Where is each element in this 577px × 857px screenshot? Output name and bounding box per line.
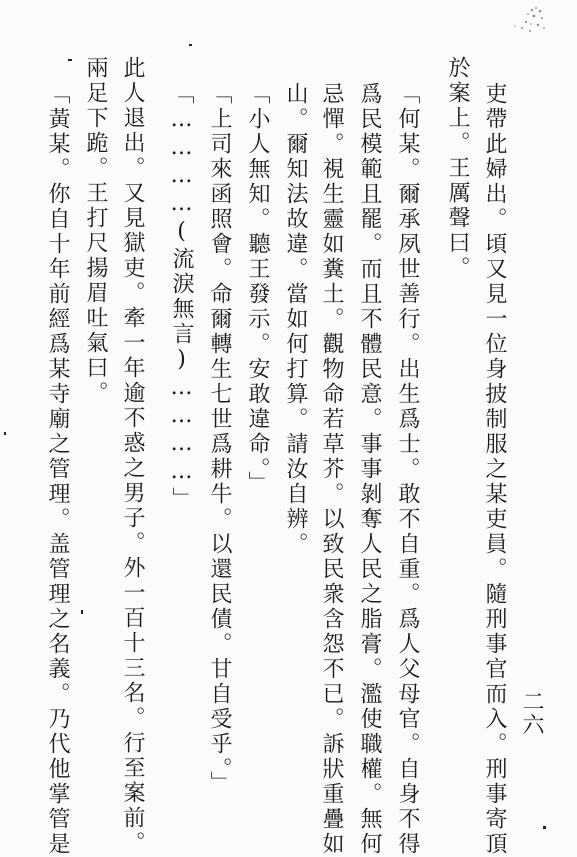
print-speck [189,44,192,46]
text-column-11: 兩足下跪。王打尺揚眉吐氣曰。 [83,56,108,406]
seal-stamp [470,4,550,38]
text-column-3: 「何某。爾承夙世善行。出生爲士。敢不自重。爲人父母官。自身不得 [395,82,420,857]
print-speck [68,59,72,61]
text-column-12: 「黃某。你自十年前經爲某寺廟之管理。盖管理之名義。乃代他掌管是 [45,82,70,857]
print-speck [543,826,546,829]
text-column-7: 「小人無知。聽王發示。安敢違命。」 [245,82,270,496]
text-column-1: 吏帶此婦出。頃又見一位身披制服之某吏員。隨刑事官而入。刑事寄頂 [482,82,507,857]
text-column-6: 山。爾知法故違。當如何打算。請汝自辨。 [283,82,308,557]
text-column-5: 忌憚。視生靈如糞土。觀物命若草芥。以致民衆含怨不已。訴狀重疊如 [319,82,344,857]
text-column-8: 「上司來函照會。命爾轉生七世爲耕牛。以還民債。甘自受乎。」 [207,82,232,796]
text-column-9: 「…………(流淚無言)…………」 [169,82,194,512]
text-column-4: 爲民模範且罷。而且不體民意。事事剝奪人民之脂膏。濫使職權。無何 [357,82,382,857]
text-column-2: 於案上。王厲聲曰。 [445,56,470,281]
page-number: 二六 [519,690,544,736]
print-speck [81,610,83,614]
text-column-10: 此人退出。又見獄吏。牽一年逾不惑之男子。外一百十三名。行至案前。 [120,56,145,856]
print-speck [4,432,6,435]
